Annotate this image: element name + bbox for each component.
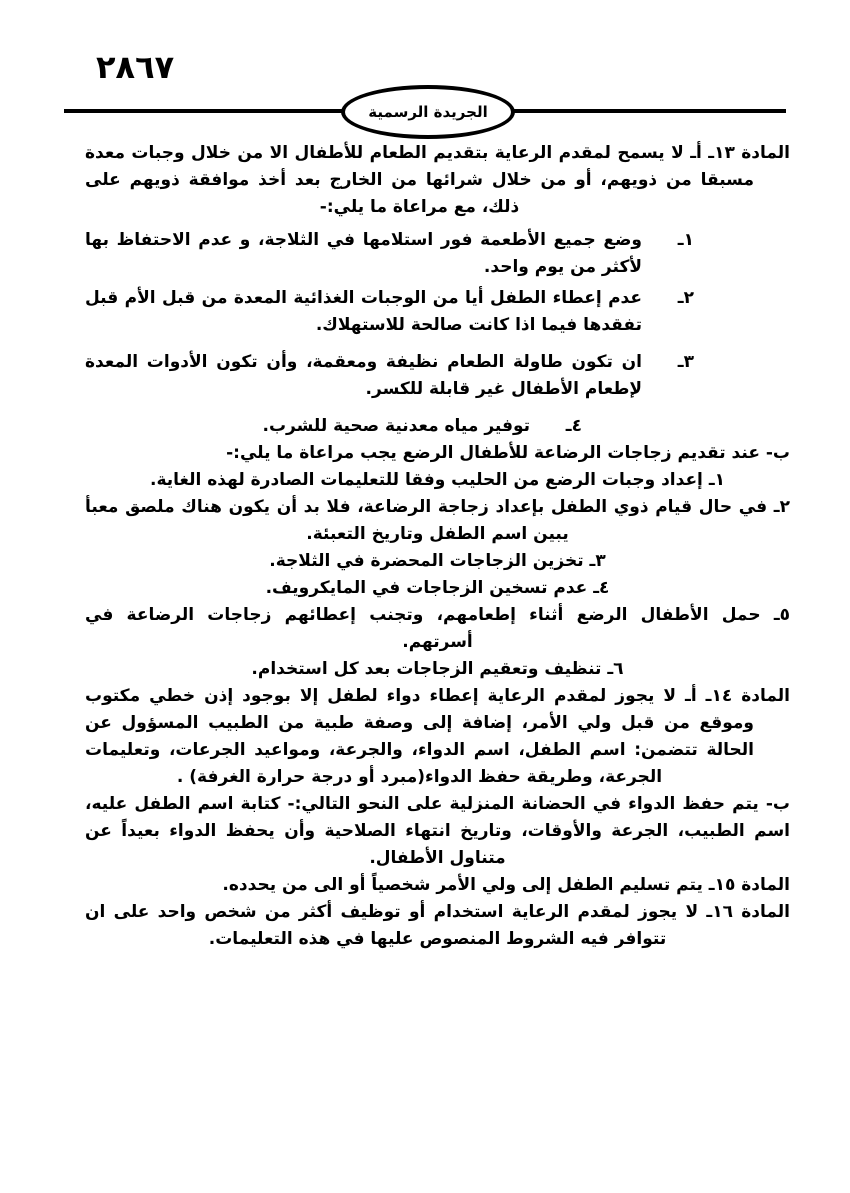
sub-item-text: تخزين الزجاجات المحضرة في الثلاجة. (269, 551, 584, 571)
sub-item-text: تنظيف وتعقيم الزجاجات بعد كل استخدام. (251, 659, 602, 679)
article-13-sub-item-1 (85, 467, 790, 494)
item-text: توفير مياه معدنية صحية للشرب. (262, 416, 530, 436)
article-13-item-2 (85, 285, 694, 339)
article-14-part-b: ب- يتم حفظ الدواء في الحضانة المنزلية على النحو التالي:- كتابة اسم الطفل عليه، اسم الطبيب، الجرعة والأوقات، وتاريخ انتهاء الصلاحية وأن يحفظ الدواء بعيداً عن متناول الأطفال. (85, 794, 790, 868)
item-number: ٤ـ (565, 416, 582, 436)
article-15: المادة ١٥ـ يتم تسليم الطفل إلى ولي الأمر شخصياً أو الى من يحدده. (222, 875, 790, 895)
article-13-sub-item-6 (85, 656, 790, 683)
sub-item-number: ٤ـ (593, 578, 610, 598)
sub-item-number: ٥ـ (773, 605, 791, 625)
article-13-intro: المادة ١٣ـ أـ لا يسمح لمقدم الرعاية بتقديم الطعام للأطفال الا من خلال وجبات معدة مسبقا من ذويهم، أو من خلال شرائها من الخارج بعد أخذ موافقة ذويهم على ذلك، مع مراعاة ما يلي:- (85, 143, 790, 217)
document-body (85, 140, 790, 953)
sub-item-text: عدم تسخين الزجاجات في المايكرويف. (265, 578, 588, 598)
article-13-item-3 (85, 349, 694, 403)
article-13-item-1 (85, 227, 694, 281)
sub-item-text: إعداد وجبات الرضع من الحليب وفقا للتعليمات الصادرة لهذه الغاية. (149, 470, 703, 490)
article-13-sub-item-4 (85, 575, 790, 602)
sub-item-text: في حال قيام ذوي الطفل بإعداد زجاجة الرضاعة، فلا بد أن يكون هناك ملصق معبأ يبين اسم الطفل وتاريخ التعبئة. (85, 497, 768, 544)
item-number: ٣ـ (677, 352, 694, 372)
article-13-sub-item-5 (85, 602, 790, 656)
article-16: المادة ١٦ـ لا يجوز لمقدم الرعاية استخدام أو توظيف أكثر من شخص واحد على ان تتوافر فيه الشروط المنصوص عليها في هذه التعليمات. (85, 902, 790, 949)
sub-item-number: ١ـ (708, 470, 726, 490)
article-13-sub-list (85, 467, 790, 683)
gazette-title: الجريدة الرسمية (368, 103, 488, 121)
item-text: ان تكون طاولة الطعام نظيفة ومعقمة، وأن تكون الأدوات المعدة لإطعام الأطفال غير قابلة للكسر. (85, 352, 642, 399)
item-number: ١ـ (677, 230, 694, 250)
sub-item-number: ٢ـ (773, 497, 790, 517)
item-text: وضع جميع الأطعمة فور استلامها في الثلاجة، و عدم الاحتفاظ بها لأكثر من يوم واحد. (85, 230, 642, 277)
gazette-oval (341, 85, 515, 139)
article-14-part-a: المادة ١٤ـ أـ لا يجوز لمقدم الرعاية إعطاء دواء لطفل إلا بوجود إذن خطي مكتوب وموقع من قبل ولي الأمر، إضافة إلى وصفة طبية من الطبيب المسؤول عن الحالة تتضمن: اسم الطفل، اسم الدواء، والجرعة، ومواعيد الجرعات، وتعليمات الجرعة، وطريقة حفظ الدواء(مبرد أو درجة حرارة الغرفة) . (85, 686, 790, 787)
sub-item-number: ٦ـ (607, 659, 624, 679)
sub-item-number: ٣ـ (589, 551, 606, 571)
sub-item-text: حمل الأطفال الرضع أثناء إطعامهم، وتجنب إعطائهم زجاجات الرضاعة في أسرتهم. (85, 605, 761, 652)
article-13-list (85, 227, 694, 440)
item-number: ٢ـ (677, 288, 694, 308)
item-text: عدم إعطاء الطفل أيا من الوجبات الغذائية المعدة من قبل الأم قبل تفقدها فيما اذا كانت صالحة للاستهلاك. (85, 288, 642, 335)
article-13-sub-intro: ب- عند تقديم زجاجات الرضاعة للأطفال الرضع يجب مراعاة ما يلي:- (226, 443, 790, 463)
page-number: ٢٨٦٧ (96, 48, 175, 86)
article-13-item-4 (85, 413, 582, 440)
article-13-sub-item-3 (85, 548, 790, 575)
article-13-sub-item-2 (85, 494, 790, 548)
